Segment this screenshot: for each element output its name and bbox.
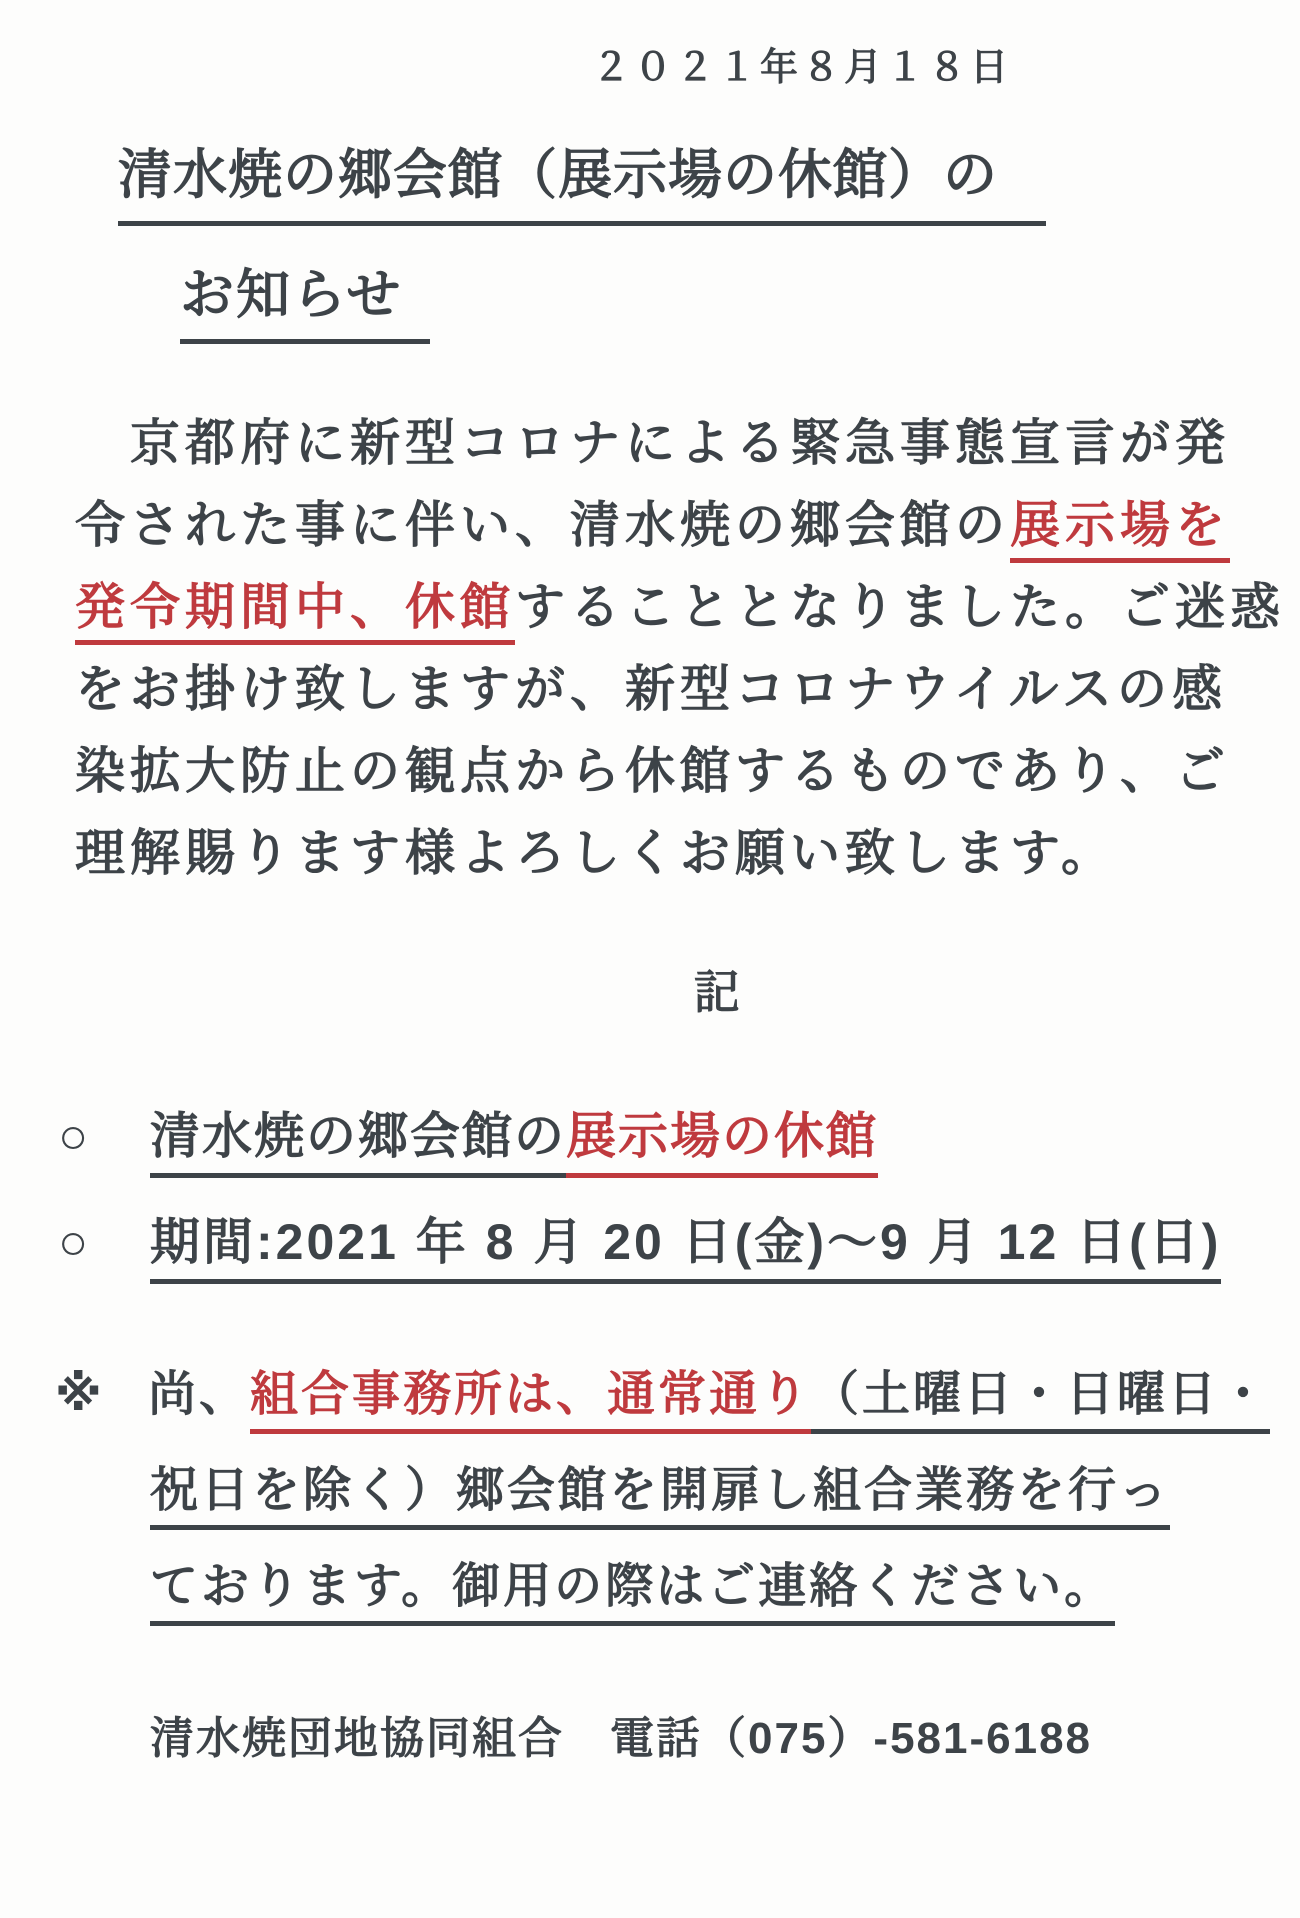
body-text: 理解賜ります様よろしくお願い致します。 bbox=[75, 824, 1116, 881]
item-closure-text: 清水焼の郷会館の bbox=[150, 1108, 566, 1178]
body-line-2 bbox=[75, 484, 1300, 566]
note-plain-text: 尚、 bbox=[148, 1367, 251, 1421]
reference-mark-icon: ※ bbox=[55, 1367, 102, 1421]
item-list bbox=[58, 1104, 1300, 1274]
body-line-3 bbox=[75, 566, 1300, 648]
note-office-highlight: 組合事務所は、通常通り bbox=[250, 1368, 811, 1434]
body-text: 令された事に伴い、清水焼の郷会館の bbox=[75, 496, 1010, 553]
note-text: 祝日を除く）郷会館を開扉し組合業務を行っ bbox=[150, 1464, 1170, 1530]
body-line-4 bbox=[75, 648, 1300, 730]
note-text: （土曜日・日曜日・ bbox=[811, 1368, 1270, 1434]
document-date: ２０２１年８月１８日 bbox=[591, 47, 1012, 89]
list-item-closure bbox=[58, 1104, 1300, 1168]
list-item-period bbox=[58, 1210, 1300, 1274]
item-closure-highlight: 展示場の休館 bbox=[566, 1108, 878, 1178]
body-text: 染拡大防止の観点から休館するものであり、ご bbox=[75, 742, 1230, 799]
title-line1: 清水焼の郷会館（展示場の休館）の bbox=[118, 132, 1046, 226]
title-line2: お知らせ bbox=[180, 252, 430, 344]
item-period-text: 期間:2021 年 8 月 20 日(金)～9 月 12 日(日) bbox=[150, 1214, 1221, 1284]
note-line-3 bbox=[55, 1554, 1300, 1620]
footer-contact: 清水焼団地協同組合 電話（075）-581-6188 bbox=[150, 1713, 1093, 1763]
body-text: 京都府に新型コロナによる緊急事態宣言が発 bbox=[75, 414, 1230, 471]
note-line-2 bbox=[55, 1458, 1300, 1524]
highlight-exhibition-hall: 展示場を bbox=[1010, 497, 1230, 563]
note-line-1 bbox=[55, 1362, 1300, 1428]
circle-bullet-icon: ○ bbox=[58, 1213, 89, 1270]
body-paragraph bbox=[75, 402, 1300, 894]
body-text: をお掛け致しますが、新型コロナウイルスの感 bbox=[75, 660, 1227, 717]
kome-note bbox=[55, 1362, 1300, 1620]
body-line-5 bbox=[75, 730, 1300, 812]
record-heading: 記 bbox=[694, 965, 740, 1018]
document-title bbox=[0, 90, 1300, 344]
notice-document bbox=[0, 48, 1300, 1918]
note-text: ております。御用の際はご連絡ください。 bbox=[150, 1560, 1115, 1626]
highlight-closure-period: 発令期間中、休館 bbox=[75, 579, 515, 645]
circle-bullet-icon: ○ bbox=[58, 1107, 89, 1164]
body-text: することとなりました。ご迷惑 bbox=[515, 578, 1285, 635]
body-line-6 bbox=[75, 812, 1300, 894]
body-line-1 bbox=[75, 402, 1300, 484]
